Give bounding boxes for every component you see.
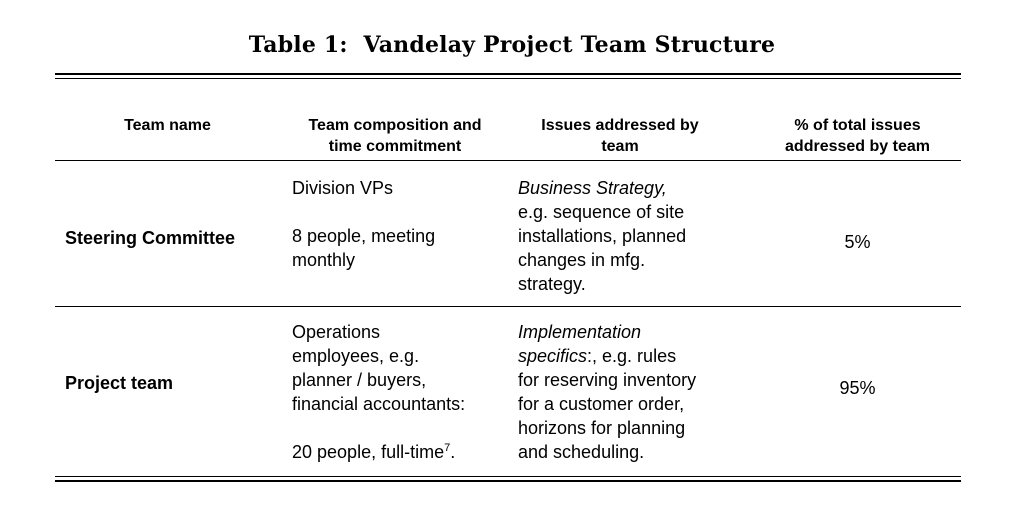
top-rule-inner <box>55 78 961 79</box>
footnote-marker: 7 <box>444 442 451 454</box>
table-number: Table 1: <box>248 32 348 58</box>
header-composition: Team composition and time commitment <box>308 117 482 155</box>
row-steering-name: Steering Committee <box>65 228 236 248</box>
bottom-rule <box>55 480 961 482</box>
row-steering-composition: Division VPs 8 people, meeting monthly <box>292 178 436 270</box>
header-rule <box>55 160 961 161</box>
row-project-issues: Implementation specifics:, e.g. rules for reserving inventory for a customer order, horizons for planning and scheduling. <box>518 322 697 462</box>
row-steering-issues: Business Strategy, e.g. sequence of site installations, planned changes in mfg. strategy. <box>518 178 687 294</box>
header-team-name: Team name <box>124 117 211 134</box>
bottom-rule-inner <box>55 476 961 477</box>
row-project-name: Project team <box>65 373 174 393</box>
row-project-composition: Operations employees, e.g. planner / buyers, financial accountants: 20 people, full-time$^7$. <box>292 322 466 462</box>
row-project-percent: 95% <box>839 378 876 398</box>
header-percent: % of total issues addressed by team <box>785 117 930 155</box>
header-issues: Issues addressed by team <box>541 117 699 155</box>
row-divider <box>55 306 961 307</box>
row-steering-percent: 5% <box>844 232 871 252</box>
top-rule <box>55 73 961 75</box>
table-caption: Vandelay Project Team Structure <box>363 32 776 58</box>
table-title <box>0 32 1024 58</box>
